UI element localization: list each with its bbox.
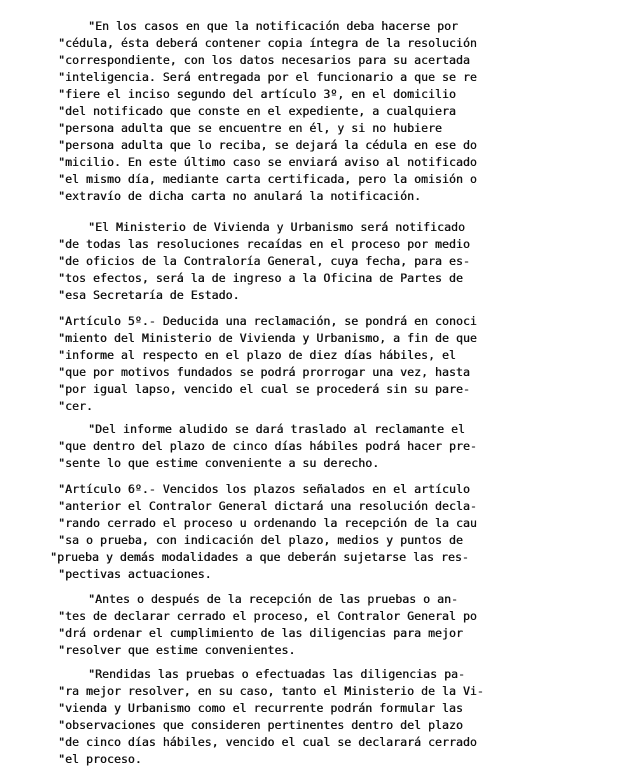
text-line: "Artículo 6º.- Vencidos los plazos señalados en el artículo [58, 482, 470, 496]
text-line: "cer. [58, 399, 93, 413]
text-line: "resolver que estime convenientes. [58, 643, 296, 657]
text-line: "informe al respecto en el plazo de diez días hábiles, el [58, 348, 456, 362]
text-line: "el proceso. [58, 752, 142, 766]
text-line: "observaciones que consideren pertinentes dentro del plazo [58, 718, 463, 732]
text-line: "de cinco días hábiles, vencido el cual se declarará cerrado [58, 735, 477, 749]
text-line: "inteligencia. Será entregada por el funcionario a que se re [58, 70, 477, 84]
text-line: "Del informe aludido se dará traslado al reclamante el [88, 422, 465, 436]
text-line: "sa o prueba, con indicación del plazo, medios y puntos de [58, 533, 463, 547]
text-line: "ra mejor resolver, en su caso, tanto el Ministerio de la Vi- [58, 684, 484, 698]
text-line: "que dentro del plazo de cinco días hábiles podrá hacer pre- [58, 439, 477, 453]
text-line: "persona adulta que lo reciba, se dejará la cédula en ese do [58, 138, 477, 152]
text-line: "En los casos en que la notificación deba hacerse por [88, 19, 458, 33]
text-line: "micilio. En este último caso se enviará aviso al notificado [58, 155, 477, 169]
text-line: "esa Secretaría de Estado. [58, 288, 240, 302]
text-line: "el mismo día, mediante carta certificada, pero la omisión o [58, 172, 477, 186]
text-line: "persona adulta que se encuentre en él, y si no hubiere [58, 121, 442, 135]
text-line: "del notificado que conste en el expediente, a cualquiera [58, 104, 456, 118]
text-line: "de oficios de la Contraloría General, cuya fecha, para es- [58, 254, 470, 268]
text-line: "cédula, ésta deberá contener copia íntegra de la resolución [58, 36, 477, 50]
text-line: "sente lo que estime conveniente a su derecho. [58, 456, 380, 470]
text-line: "Antes o después de la recepción de las pruebas o an- [88, 592, 458, 606]
text-line: "fiere el inciso segundo del artículo 3º, en el domicilio [58, 87, 456, 101]
text-line: "Artículo 5º.- Deducida una reclamación, se pondrá en conoci [58, 314, 477, 328]
text-line: "tes de declarar cerrado el proceso, el Contralor General po [58, 609, 477, 623]
text-line: "prueba y demás modalidades a que deberán sujetarse las res- [50, 550, 469, 564]
text-line: "rando cerrado el proceso u ordenando la recepción de la cau [58, 516, 477, 530]
text-line: "tos efectos, será la de ingreso a la Oficina de Partes de [58, 271, 463, 285]
text-line: "drá ordenar el cumplimiento de las diligencias para mejor [58, 626, 463, 640]
text-line: "miento del Ministerio de Vivienda y Urbanismo, a fin de que [58, 331, 477, 345]
text-line: "Rendidas las pruebas o efectuadas las diligencias pa- [88, 667, 465, 681]
text-line: "extravío de dicha carta no anulará la notificación. [58, 189, 421, 203]
text-line: "El Ministerio de Vivienda y Urbanismo será notificado [88, 220, 465, 234]
text-line: "por igual lapso, vencido el cual se procederá sin su pare- [58, 382, 470, 396]
text-line: "correspondiente, con los datos necesarios para su acertada [58, 53, 470, 67]
text-line: "que por motivos fundados se podrá prorrogar una vez, hasta [58, 365, 470, 379]
text-line: "de todas las resoluciones recaídas en el proceso por medio [58, 237, 470, 251]
text-line: "vienda y Urbanismo como el recurrente podrán formular las [58, 701, 463, 715]
text-line: "anterior el Contralor General dictará una resolución decla- [58, 499, 477, 513]
text-line: "pectivas actuaciones. [58, 567, 212, 581]
